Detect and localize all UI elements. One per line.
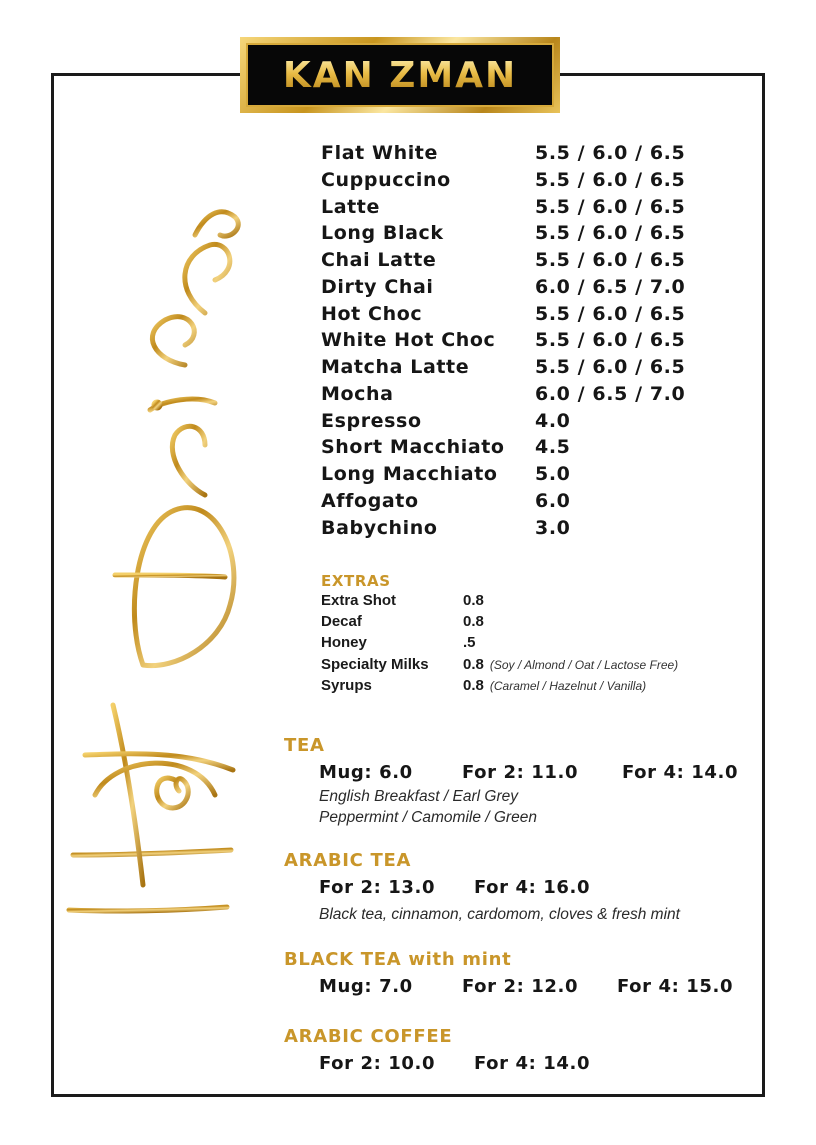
drink-item xyxy=(321,356,685,383)
drink-price: 6.0 / 6.5 / 7.0 xyxy=(535,275,686,298)
arabic-tea-price-for-2: For 2: 13.0 xyxy=(319,877,436,898)
drink-name: Chai Latte xyxy=(321,249,437,271)
drink-item xyxy=(321,463,685,490)
drink-name: Hot Choc xyxy=(321,302,423,325)
black-tea-title: BLACK TEA with mint xyxy=(284,949,512,970)
drink-price: 4.5 xyxy=(535,436,571,459)
drink-item xyxy=(321,142,685,169)
drink-price: 5.5 / 6.0 / 6.5 xyxy=(535,329,686,352)
drink-item xyxy=(321,169,685,196)
drink-price: 5.5 / 6.0 / 6.5 xyxy=(535,222,686,245)
drink-name: Short Macchiato xyxy=(321,436,505,459)
extra-item xyxy=(321,656,678,677)
drink-item xyxy=(321,383,685,410)
drink-name: Matcha Latte xyxy=(321,356,470,378)
arabic-tea-price-for-4: For 4: 16.0 xyxy=(474,877,591,898)
drink-name: Long Black xyxy=(321,222,444,245)
arabic-tea-description: Black tea, cinnamon, cardomom, cloves & fresh mint xyxy=(319,906,680,923)
black-tea-price-for-4: For 4: 15.0 xyxy=(617,976,734,997)
drink-item xyxy=(321,410,685,437)
black-tea-price-mug: Mug: 7.0 xyxy=(319,976,413,997)
extra-price: .5 xyxy=(463,634,476,652)
drink-name: Latte xyxy=(321,195,380,218)
extras-list xyxy=(321,592,678,698)
tea-price-for-2: For 2: 11.0 xyxy=(462,762,579,783)
extra-name: Syrups xyxy=(321,676,372,694)
extra-price: 0.8 xyxy=(463,592,484,609)
extra-item xyxy=(321,677,678,698)
drink-price: 5.5 / 6.0 / 6.5 xyxy=(535,195,686,218)
arabic-coffee-price-for-4: For 4: 14.0 xyxy=(474,1053,591,1074)
drink-price: 5.0 xyxy=(535,463,571,485)
drink-price: 5.5 / 6.0 / 6.5 xyxy=(535,168,686,191)
black-tea-price-for-2: For 2: 12.0 xyxy=(462,976,579,997)
extra-price: 0.8 xyxy=(463,655,484,673)
drink-name: White Hot Choc xyxy=(321,329,496,352)
drink-item xyxy=(321,276,685,303)
extra-note: (Caramel / Hazelnut / Vanilla) xyxy=(489,678,647,693)
tea-title: TEA xyxy=(284,735,325,756)
drink-name: Espresso xyxy=(321,409,422,432)
drink-name: Mocha xyxy=(321,382,394,405)
extra-price: 0.8 xyxy=(463,613,484,631)
drink-item xyxy=(321,436,685,463)
drink-item xyxy=(321,303,685,330)
drink-name: Affogato xyxy=(321,489,419,512)
arabic-coffee-price-for-2: For 2: 10.0 xyxy=(319,1053,436,1074)
extra-name: Decaf xyxy=(321,613,362,631)
arabic-coffee-title: ARABIC COFFEE xyxy=(284,1026,453,1047)
tea-varieties-line-1: English Breakfast / Earl Grey xyxy=(319,788,518,805)
arabic-tea-title: ARABIC TEA xyxy=(284,850,412,871)
tea-varieties-line-2: Peppermint / Camomile / Green xyxy=(319,809,537,826)
drink-price: 5.5 / 6.0 / 6.5 xyxy=(535,302,686,325)
extra-note: (Soy / Almond / Oat / Lactose Free) xyxy=(489,657,679,672)
drink-price: 5.5 / 6.0 / 6.5 xyxy=(535,142,686,164)
drink-item xyxy=(321,329,685,356)
drink-name: Cuppuccino xyxy=(321,168,451,191)
drink-name: Dirty Chai xyxy=(321,275,434,298)
extra-item xyxy=(321,613,678,634)
drink-price: 6.0 xyxy=(535,489,571,512)
brand-logo xyxy=(240,37,560,113)
drink-item xyxy=(321,490,685,517)
drink-item xyxy=(321,196,685,223)
drink-name: Flat White xyxy=(321,142,438,164)
extra-item xyxy=(321,592,678,613)
tea-price-mug: Mug: 6.0 xyxy=(319,762,413,783)
drink-name: Long Macchiato xyxy=(321,463,498,485)
drinks-list xyxy=(321,142,685,543)
drink-item xyxy=(321,249,685,276)
script-lettering xyxy=(69,212,238,911)
drink-price: 5.5 / 6.0 / 6.5 xyxy=(535,249,686,271)
drink-item xyxy=(321,222,685,249)
extra-name: Extra Shot xyxy=(321,592,397,609)
drink-price: 4.0 xyxy=(535,409,571,432)
extra-name: Specialty Milks xyxy=(321,655,429,673)
drink-price: 3.0 xyxy=(535,516,571,539)
drink-name: Babychino xyxy=(321,516,438,539)
extras-title: EXTRAS xyxy=(321,572,391,590)
tea-price-for-4: For 4: 14.0 xyxy=(622,762,739,783)
drink-item xyxy=(321,517,685,544)
drink-price: 6.0 / 6.5 / 7.0 xyxy=(535,382,686,405)
drink-price: 5.5 / 6.0 / 6.5 xyxy=(535,356,686,378)
extra-item xyxy=(321,634,678,655)
extra-price: 0.8 xyxy=(463,676,484,694)
hot-drinks-script-heading xyxy=(55,195,265,955)
brand-logo-plate xyxy=(246,43,554,107)
brand-name: KAN ZMAN xyxy=(282,54,518,96)
extra-name: Honey xyxy=(321,634,367,652)
